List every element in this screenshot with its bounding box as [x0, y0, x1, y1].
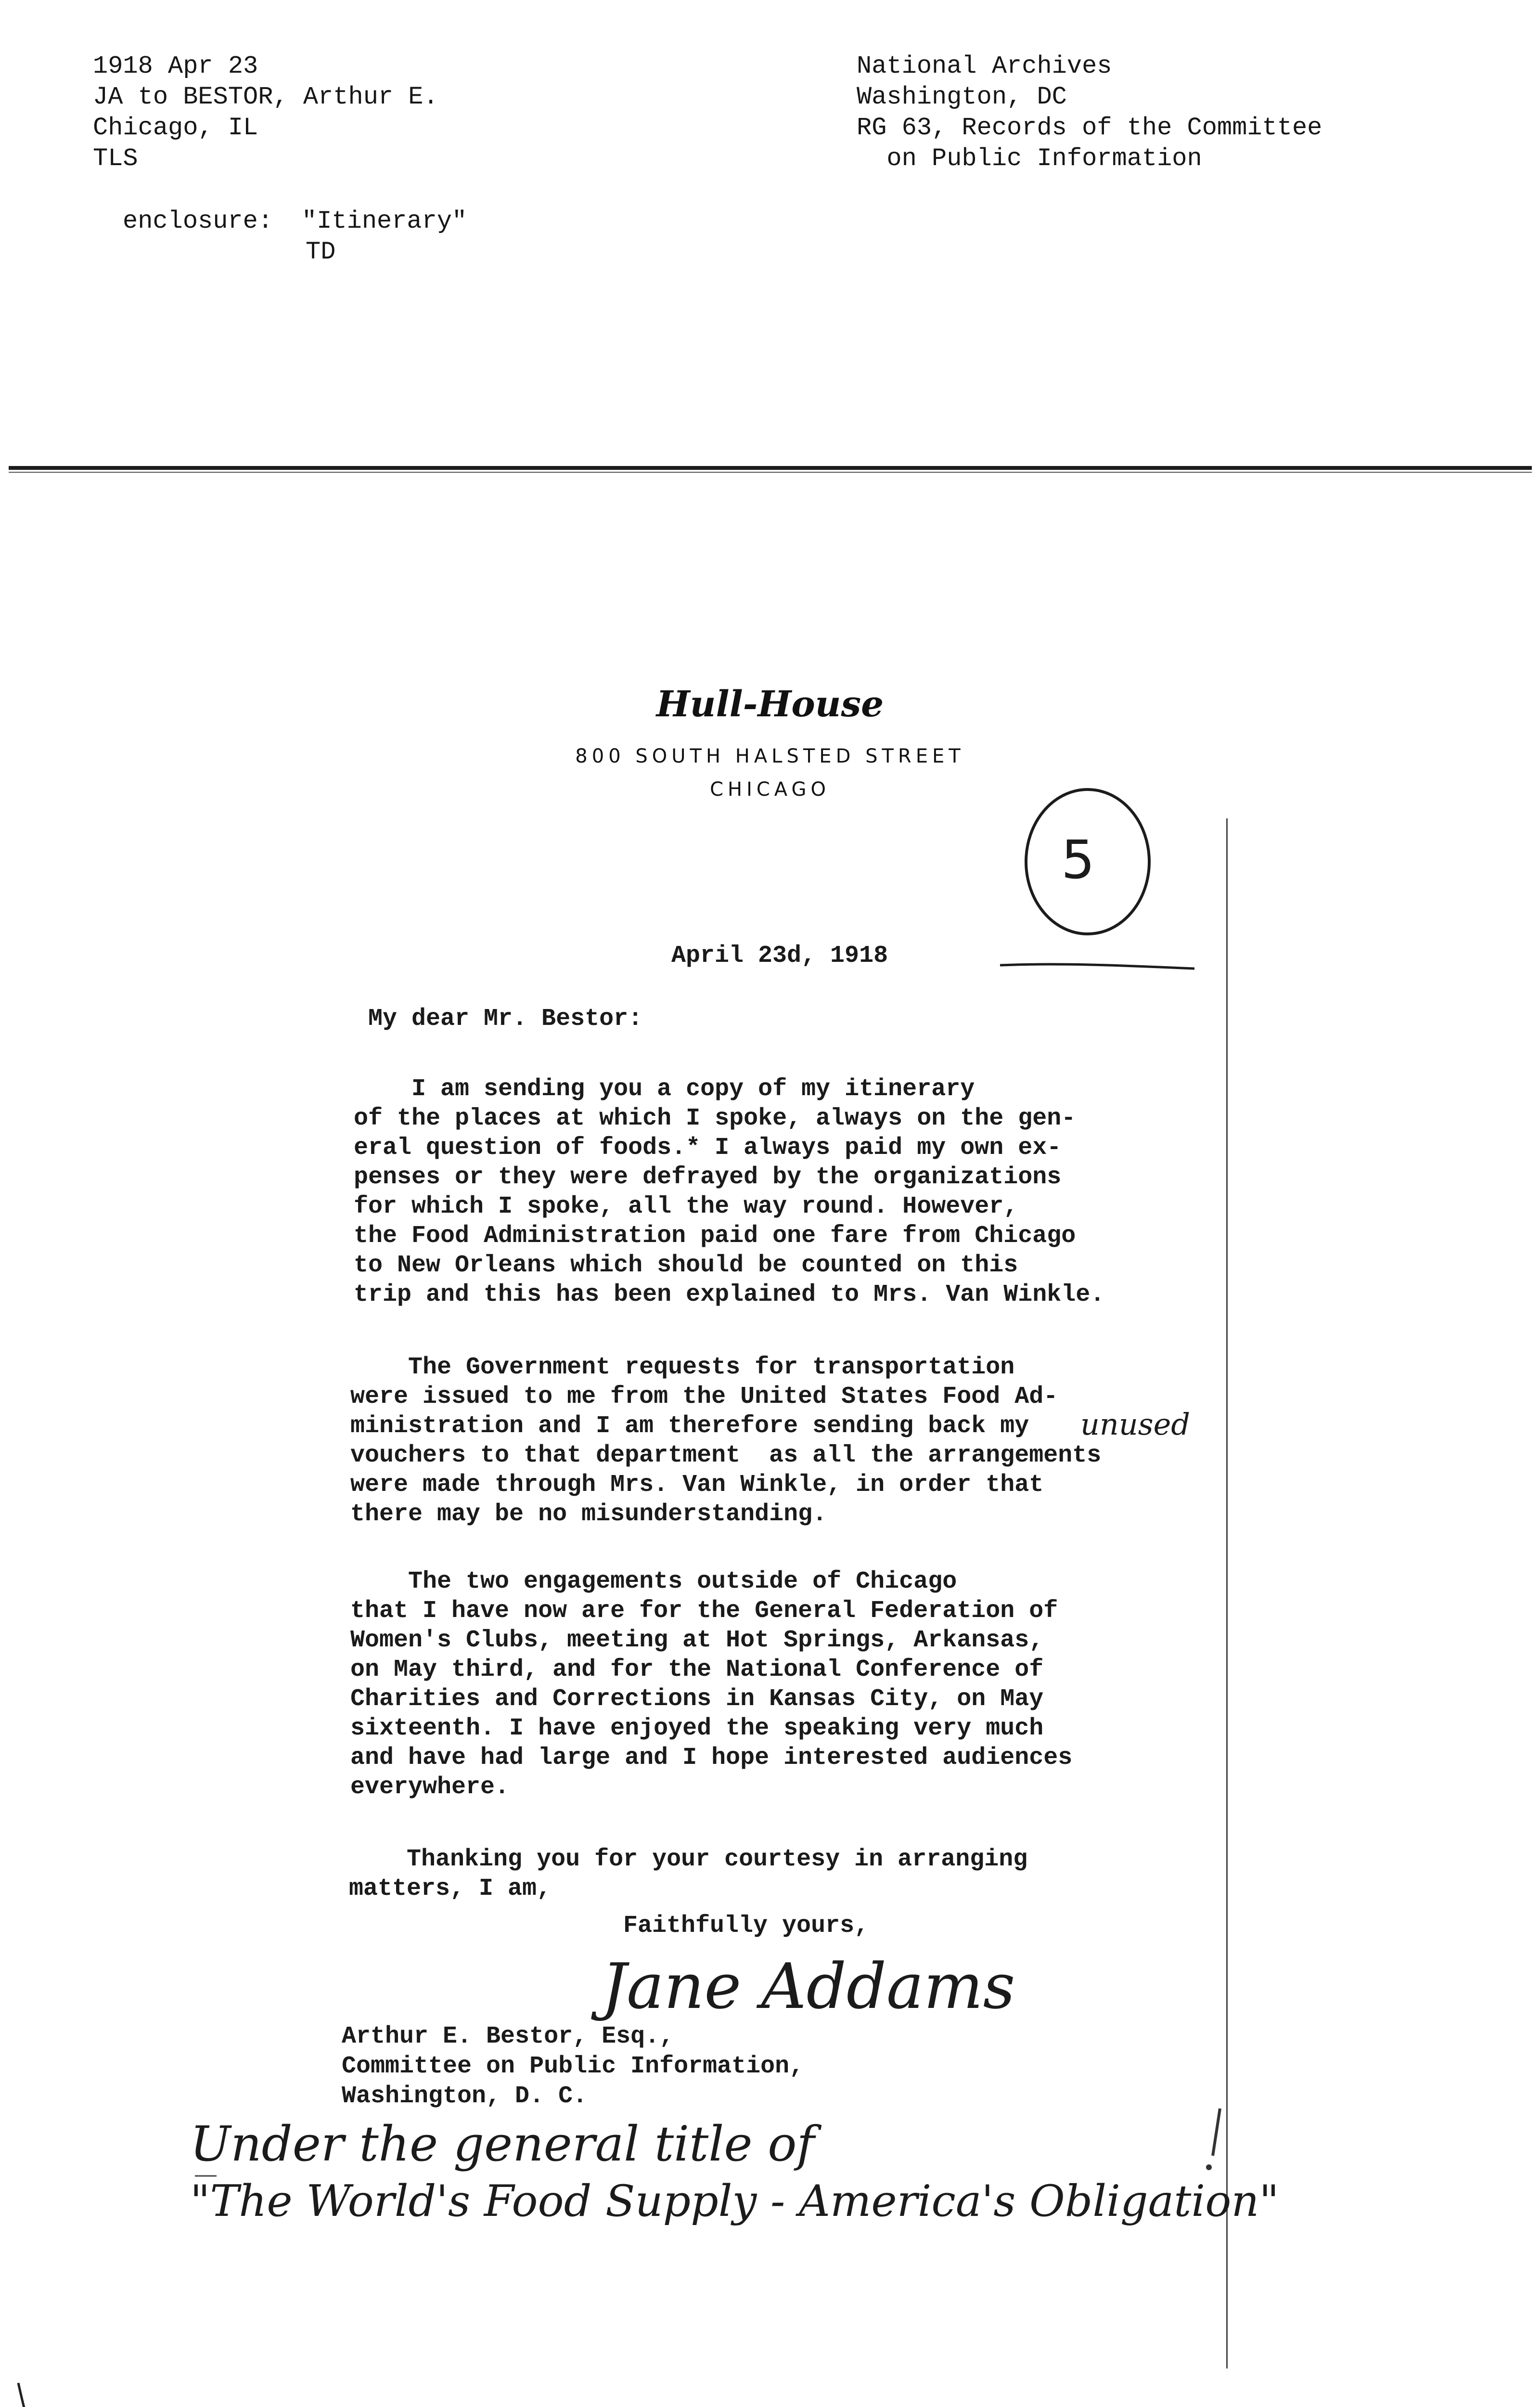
archive-repository: National Archives [857, 52, 1112, 80]
para4-line2: matters, I am, [349, 1875, 552, 1902]
para4-line1: Thanking you for your courtesy in arranging [349, 1846, 1028, 1873]
scan-corner-mark [18, 2383, 77, 2407]
para3-line3: Women's Clubs, meeting at Hot Springs, Arkansas, [350, 1627, 1044, 1654]
page-number: 5 [1061, 829, 1095, 891]
exclamation-stroke [1213, 2109, 1220, 2156]
para1-line6: the Food Administration paid one fare from Chicago [354, 1222, 1076, 1250]
para2-line4: vouchers to that department as all the arrangements [350, 1442, 1102, 1469]
para1-line8: trip and this has been explained to Mrs. Van Winkle. [354, 1281, 1105, 1308]
para2-line2: were issued to me from the United States Food Ad- [350, 1383, 1058, 1411]
para2-line6: there may be no misunderstanding. [350, 1501, 827, 1528]
archive-repository-city: Washington, DC [857, 83, 1067, 111]
para1-line4: penses or they were defrayed by the organizations [354, 1164, 1062, 1191]
para3-line8: everywhere. [350, 1773, 510, 1801]
enclosure-type: TD [306, 238, 336, 266]
exclamation-dot [1206, 2164, 1212, 2170]
archive-doc-type: TLS [93, 144, 138, 173]
handwritten-footnote-line2: "The World's Food Supply - America's Obligation" [190, 2176, 1279, 2226]
para3-line5: Charities and Corrections in Kansas City, on May [350, 1685, 1044, 1713]
para1-line7: to New Orleans which should be counted on this [354, 1252, 1018, 1279]
para2-line3: ministration and I am therefore sending back my [350, 1412, 1029, 1440]
letterhead-street: 800 SOUTH HALSTED STREET [575, 745, 965, 767]
letterhead-city: CHICAGO [710, 778, 830, 801]
recipient-org: Committee on Public Information, [342, 2053, 804, 2080]
enclosure-title: "Itinerary" [302, 207, 467, 235]
archive-record-group: RG 63, Records of the Committee [857, 114, 1322, 142]
letterhead-name: Hull-House [656, 684, 884, 725]
para1-line2: of the places at which I spoke, always on the gen- [354, 1105, 1076, 1132]
archive-place: Chicago, IL [93, 114, 258, 142]
letter-date: April 23d, 1918 [671, 942, 888, 970]
para1-line1: I am sending you a copy of my itinerary [354, 1075, 975, 1103]
handwritten-insertion: unused [1080, 1407, 1190, 1442]
para3-line7: and have had large and I hope interested audiences [350, 1744, 1073, 1772]
para3-line1: The two engagements outside of Chicago [350, 1568, 957, 1595]
recipient-city: Washington, D. C. [342, 2083, 588, 2110]
para3-line6: sixteenth. I have enjoyed the speaking very much [350, 1715, 1044, 1742]
archive-date: 1918 Apr 23 [93, 52, 258, 80]
closing: Faithfully yours, [623, 1912, 869, 1940]
para2-line1: The Government requests for transportation [350, 1354, 1015, 1381]
archive-record-group-cont: on Public Information [857, 144, 1202, 173]
para3-line4: on May third, and for the National Conference of [350, 1656, 1044, 1683]
para2-line5: were made through Mrs. Van Winkle, in order that [350, 1471, 1044, 1499]
para3-line2: that I have now are for the General Federation of [350, 1597, 1058, 1625]
enclosure-label: enclosure: [123, 207, 273, 235]
para1-line5: for which I spoke, all the way round. However, [354, 1193, 1018, 1220]
signature-underline [1000, 964, 1194, 969]
salutation: My dear Mr. Bestor: [368, 1005, 643, 1033]
archive-correspondents: JA to BESTOR, Arthur E. [93, 83, 438, 111]
recipient-name: Arthur E. Bestor, Esq., [342, 2023, 674, 2050]
signature: Jane Addams [602, 1950, 1015, 2023]
para1-line3: eral question of foods.* I always paid my own ex- [354, 1134, 1062, 1162]
handwritten-footnote-line1: Under the general title of [190, 2116, 815, 2172]
